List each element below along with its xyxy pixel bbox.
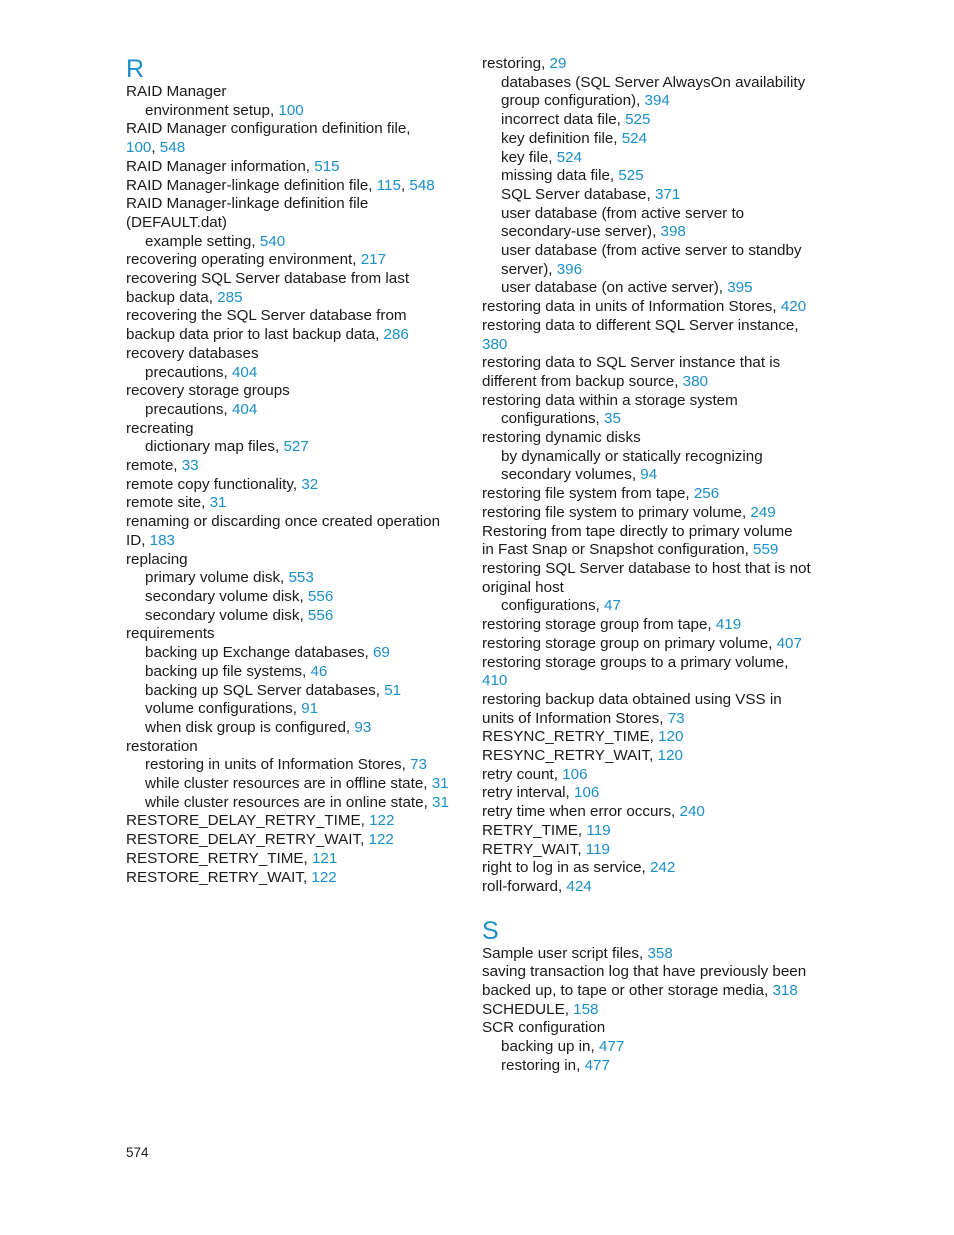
index-entry [482, 766, 812, 785]
index-subentry [482, 1038, 812, 1057]
entry-text: secondary-use server), [501, 223, 661, 241]
index-entry [482, 859, 812, 878]
index-subentry [126, 588, 456, 607]
index-subentry [482, 205, 812, 224]
page-link[interactable]: 419 [715, 616, 742, 634]
index-entry [482, 945, 812, 964]
page-link[interactable]: 31 [432, 793, 449, 811]
index-entry [482, 654, 812, 673]
entry-text: saving transaction log that have previously been [482, 963, 807, 981]
page-link[interactable]: 553 [288, 569, 314, 587]
entry-text: RESYNC_RETRY_WAIT, [482, 747, 658, 765]
page-link[interactable]: 31 [209, 494, 227, 512]
page-link[interactable]: 398 [660, 223, 686, 241]
entry-text: backing up SQL Server databases, [145, 681, 385, 699]
index-entry [126, 869, 456, 888]
index-entry [126, 289, 456, 308]
index-subentry [482, 111, 812, 130]
page-link[interactable]: 183 [149, 531, 175, 549]
page-link[interactable]: 29 [549, 55, 567, 72]
entry-text: environment setup, [145, 101, 279, 119]
index-entry [126, 214, 456, 233]
entry-text: restoring file system from tape, [482, 485, 694, 503]
index-entry [126, 850, 456, 869]
entry-text: user database (on active server), [501, 279, 728, 297]
index-entry [482, 55, 812, 74]
entry-text: (DEFAULT.dat) [126, 213, 227, 231]
entry-text: restoring file system to primary volume, [482, 503, 751, 521]
index-subentry [482, 597, 812, 616]
entry-text: RESTORE_RETRY_WAIT, [126, 868, 312, 886]
page-link[interactable]: 395 [727, 279, 753, 297]
index-subentry [126, 775, 456, 794]
index-entry [482, 635, 812, 654]
page-link[interactable]: 32 [301, 475, 319, 493]
index-subentry [126, 569, 456, 588]
entry-text: RAID Manager information, [126, 157, 315, 175]
entry-text: RAID Manager configuration definition file, [126, 120, 411, 138]
page-link[interactable]: 242 [649, 859, 676, 877]
entry-text: when disk group is configured, [145, 718, 355, 736]
entry-text: user database (from active server to standby [501, 242, 802, 260]
index-entry [482, 523, 812, 542]
index-subentry [482, 167, 812, 186]
entry-text: right to log in as service, [482, 859, 650, 877]
index-entry [482, 298, 812, 317]
entry-text: ID, [126, 531, 150, 549]
index-entry [126, 457, 456, 476]
index-subentry [482, 186, 812, 205]
page-number: 574 [126, 1145, 149, 1160]
entry-text: databases (SQL Server AlwaysOn availability [501, 73, 806, 91]
page-link[interactable]: 94 [640, 466, 658, 484]
index-subentry [126, 682, 456, 701]
entry-text: restoring dynamic disks [482, 429, 641, 447]
entry-text: configurations, [501, 410, 604, 428]
page-link[interactable]: 122 [368, 831, 394, 849]
entry-text: restoring data to SQL Server instance that is [482, 354, 781, 372]
page-link[interactable]: 100 [126, 139, 152, 157]
entry-text: recreating [126, 419, 194, 437]
entry-text: restoration [126, 737, 198, 755]
entry-text: recovering operating environment, [126, 251, 361, 269]
index-subentry [126, 756, 456, 775]
page-link[interactable]: 73 [667, 709, 685, 727]
entry-text: secondary volumes, [501, 466, 641, 484]
entry-text: RETRY_WAIT, [482, 840, 586, 858]
page-link[interactable]: 524 [556, 148, 583, 166]
index-entry: 100, 548 [126, 139, 186, 157]
entry-text: group configuration), [501, 92, 645, 110]
index-entry [482, 392, 812, 411]
entry-text: restoring backup data obtained using VSS in [482, 690, 782, 708]
index-subentry [126, 644, 456, 663]
entry-text: roll-forward, [482, 877, 567, 895]
index-column-left [126, 55, 456, 887]
index-entry [482, 1001, 812, 1020]
page-link[interactable]: 47 [604, 597, 621, 615]
index-subentry [482, 1057, 812, 1076]
page-link[interactable]: 407 [776, 634, 802, 652]
entry-text: remote site, [126, 494, 210, 512]
index-entry [126, 251, 456, 270]
index-subentry [482, 279, 812, 298]
entry-text: restoring, [482, 55, 550, 72]
section-gap [482, 897, 812, 917]
entry-text: restoring storage groups to a primary volume, [482, 653, 789, 671]
index-entry [482, 728, 812, 747]
page-link[interactable]: 33 [181, 457, 199, 475]
page-link[interactable]: 120 [658, 728, 684, 746]
page-link[interactable]: 158 [573, 1000, 599, 1018]
entry-text: RESTORE_DELAY_RETRY_WAIT, [126, 831, 369, 849]
entry-text: incorrect data file, [501, 111, 626, 129]
entry-text: example setting, [145, 232, 260, 250]
entry-text: different from backup source, [482, 372, 683, 390]
index-entry [482, 354, 812, 373]
index-subentry [482, 410, 812, 429]
index-subentry [482, 92, 812, 111]
index-entry [126, 738, 456, 757]
index-entry [126, 513, 456, 532]
index-entry [482, 336, 812, 355]
page-link[interactable]: 122 [311, 868, 337, 886]
index-entry [126, 120, 456, 139]
page-link[interactable]: 115 [376, 176, 401, 194]
entry-text: RESYNC_RETRY_TIME, [482, 728, 659, 746]
page-link[interactable]: 35 [604, 410, 621, 428]
entry-text: requirements [126, 625, 215, 643]
page-link[interactable]: 556 [307, 587, 334, 605]
entry-text: RETRY_TIME, [482, 821, 587, 839]
index-entry [126, 420, 456, 439]
index-subentry [126, 794, 456, 813]
page-link[interactable]: 120 [657, 747, 683, 765]
entry-text: renaming or discarding once created operation [126, 513, 441, 531]
page-link[interactable]: 46 [310, 662, 328, 680]
entry-text: units of Information Stores, [482, 709, 668, 727]
entry-text: primary volume disk, [145, 569, 289, 587]
page-link[interactable]: 540 [259, 232, 286, 250]
index-entry [126, 476, 456, 495]
entry-text: recovery databases [126, 344, 259, 362]
index-entry [482, 504, 812, 523]
entry-text: RESTORE_RETRY_TIME, [126, 849, 312, 867]
entry-text: precautions, [145, 400, 232, 418]
entry-text: RAID Manager [126, 83, 227, 100]
page-link[interactable]: 394 [644, 92, 670, 110]
entry-text: backed up, to tape or other storage media, [482, 982, 773, 1000]
index-subentry [482, 149, 812, 168]
index-entry [482, 878, 812, 897]
page-link[interactable]: 556 [307, 606, 334, 624]
index-entry [482, 485, 812, 504]
page-link[interactable]: 424 [566, 877, 592, 895]
index-entry [482, 963, 812, 982]
page-link[interactable]: 371 [654, 185, 681, 203]
entry-text: retry interval, [482, 784, 574, 802]
index-subentry [126, 438, 456, 457]
entry-text: backup data, [126, 288, 218, 306]
entry-text: replacing [126, 550, 188, 568]
entry-text: backup data prior to last backup data, [126, 326, 384, 344]
index-subentry [126, 607, 456, 626]
page-link[interactable]: 548 [409, 176, 435, 194]
index-entry [482, 803, 812, 822]
index-entry [126, 158, 456, 177]
page-link[interactable]: 285 [217, 288, 243, 306]
index-entry [482, 541, 812, 560]
index-entry [482, 691, 812, 710]
index-subentry [482, 242, 812, 261]
page-link[interactable]: 217 [360, 251, 387, 269]
page-link[interactable]: 106 [574, 784, 600, 802]
index-entry [126, 625, 456, 644]
page-link[interactable]: 559 [753, 541, 779, 559]
entry-text: restoring data in units of Information Stores, [482, 298, 781, 316]
index-subentry [482, 448, 812, 467]
entry-text: SCR configuration [482, 1019, 606, 1037]
index-subentry [126, 401, 456, 420]
page-link[interactable]: 106 [562, 765, 588, 783]
page-link[interactable]: 121 [311, 849, 338, 867]
entry-text: secondary volume disk, [145, 606, 308, 624]
index-entry [482, 373, 812, 392]
entry-text: RESTORE_DELAY_RETRY_TIME, [126, 812, 370, 830]
entry-text: restoring in units of Information Stores, [145, 756, 411, 774]
entry-text: restoring storage group on primary volume, [482, 634, 777, 652]
index-subentry [126, 700, 456, 719]
index-subentry [482, 261, 812, 280]
page-link[interactable]: 100 [278, 101, 304, 119]
entry-text: key file, [501, 148, 557, 166]
page-link[interactable]: 31 [431, 775, 449, 793]
page-link[interactable]: 119 [585, 840, 611, 858]
index-column-right [482, 55, 812, 1076]
page-link[interactable]: 380 [482, 335, 508, 353]
entry-text: remote copy functionality, [126, 475, 302, 493]
index-entry [126, 270, 456, 289]
index-entry [126, 812, 456, 831]
index-entry: RAID Manager-linkage definition file, 115, 548 [126, 176, 435, 194]
index-subentry [482, 130, 812, 149]
page-link[interactable]: 51 [384, 681, 402, 699]
page-link[interactable]: 410 [482, 672, 508, 690]
index-entry [126, 195, 456, 214]
entry-text: restoring in, [501, 1056, 585, 1074]
index-subentry [482, 466, 812, 485]
index-subentry [126, 233, 456, 252]
entry-text: missing data file, [501, 167, 619, 185]
entry-text: restoring SQL Server database to host that is not [482, 559, 811, 577]
page-link[interactable]: 380 [682, 372, 708, 390]
entry-text: precautions, [145, 363, 232, 381]
index-entry [482, 1019, 812, 1038]
page-link[interactable]: 119 [586, 821, 611, 839]
entry-text: backing up in, [501, 1038, 599, 1056]
page-link[interactable]: 318 [772, 982, 798, 1000]
page-link[interactable]: 404 [231, 363, 258, 381]
entry-text: user database (from active server to [501, 204, 745, 222]
entry-text: backing up Exchange databases, [145, 644, 373, 662]
index-entry [126, 532, 456, 551]
entry-text: in Fast Snap or Snapshot configuration, [482, 541, 754, 559]
page-link[interactable]: 525 [618, 167, 644, 185]
entry-text: backing up file systems, [145, 662, 311, 680]
entry-text: restoring data within a storage system [482, 391, 738, 409]
index-entry [126, 494, 456, 513]
page-link[interactable]: 527 [283, 438, 309, 456]
entry-text: RAID Manager-linkage definition file [126, 195, 369, 213]
index-subentry [126, 719, 456, 738]
entry-text: volume configurations, [145, 700, 302, 718]
index-entry [126, 307, 456, 326]
index-entry [482, 672, 812, 691]
page-link[interactable]: 524 [621, 129, 648, 147]
entry-text: SCHEDULE, [482, 1000, 574, 1018]
page-link[interactable]: 73 [410, 756, 427, 774]
page-link[interactable]: 249 [750, 503, 776, 521]
entry-text: SQL Server database, [501, 185, 655, 203]
index-entry [126, 83, 456, 102]
page-link[interactable]: 477 [598, 1038, 625, 1056]
index-subentry [482, 74, 812, 93]
entry-text: secondary volume disk, [145, 587, 308, 605]
page-link[interactable]: 548 [159, 139, 186, 157]
page-link[interactable]: 91 [301, 700, 319, 718]
index-entry [482, 616, 812, 635]
entry-text: by dynamically or statically recognizing [501, 447, 763, 465]
page-link[interactable]: 420 [780, 298, 807, 316]
page-link[interactable]: 286 [383, 326, 409, 344]
entry-text: RAID Manager-linkage definition file, [126, 176, 377, 194]
entry-text: Sample user script files, [482, 944, 648, 962]
page-link[interactable]: 477 [584, 1056, 610, 1074]
entry-text: server), [501, 260, 557, 278]
entry-text: remote, [126, 457, 182, 475]
index-subentry [126, 663, 456, 682]
index-subentry [126, 102, 456, 121]
index-entry [126, 326, 456, 345]
index-entry [482, 579, 812, 598]
page-link[interactable]: 69 [372, 644, 390, 662]
page-link[interactable]: 396 [556, 260, 583, 278]
index-subentry [126, 364, 456, 383]
page-link[interactable]: 122 [369, 812, 395, 830]
index-entry [482, 710, 812, 729]
index-entry [126, 551, 456, 570]
index-entry [482, 560, 812, 579]
index-entry [482, 841, 812, 860]
page-link[interactable]: 358 [647, 944, 673, 962]
entry-text: configurations, [501, 597, 604, 615]
section-letter: R [126, 55, 145, 83]
entry-text: while cluster resources are in offline state, [145, 775, 432, 793]
index-entry [482, 747, 812, 766]
index-entry [482, 429, 812, 448]
page-link[interactable]: 404 [231, 400, 258, 418]
page-link[interactable]: 256 [693, 485, 720, 503]
entry-text: retry time when error occurs, [482, 803, 680, 821]
entry-text: key definition file, [501, 129, 622, 147]
page-link[interactable]: 515 [314, 157, 340, 175]
entry-text: restoring data to different SQL Server instance, [482, 316, 799, 334]
index-entry [482, 784, 812, 803]
index-entry [126, 345, 456, 364]
index-subentry [482, 223, 812, 242]
index-entry [126, 831, 456, 850]
entry-text: while cluster resources are in online state, [145, 793, 433, 811]
entry-text: recovering SQL Server database from last [126, 270, 410, 288]
index-entry [482, 982, 812, 1001]
entry-text: dictionary map files, [145, 438, 284, 456]
entry-text: retry count, [482, 765, 563, 783]
entry-text: original host [482, 578, 564, 596]
section-letter: S [482, 916, 499, 945]
index-entry [482, 317, 812, 336]
page-link[interactable]: 525 [625, 111, 651, 129]
index-entry [482, 822, 812, 841]
entry-text: Restoring from tape directly to primary volume [482, 522, 793, 540]
page-link[interactable]: 240 [679, 803, 705, 821]
entry-text: recovering the SQL Server database from [126, 307, 407, 325]
page-link[interactable]: 93 [354, 718, 372, 736]
entry-text: restoring storage group from tape, [482, 616, 716, 634]
entry-text: recovery storage groups [126, 382, 290, 400]
index-entry [126, 382, 456, 401]
